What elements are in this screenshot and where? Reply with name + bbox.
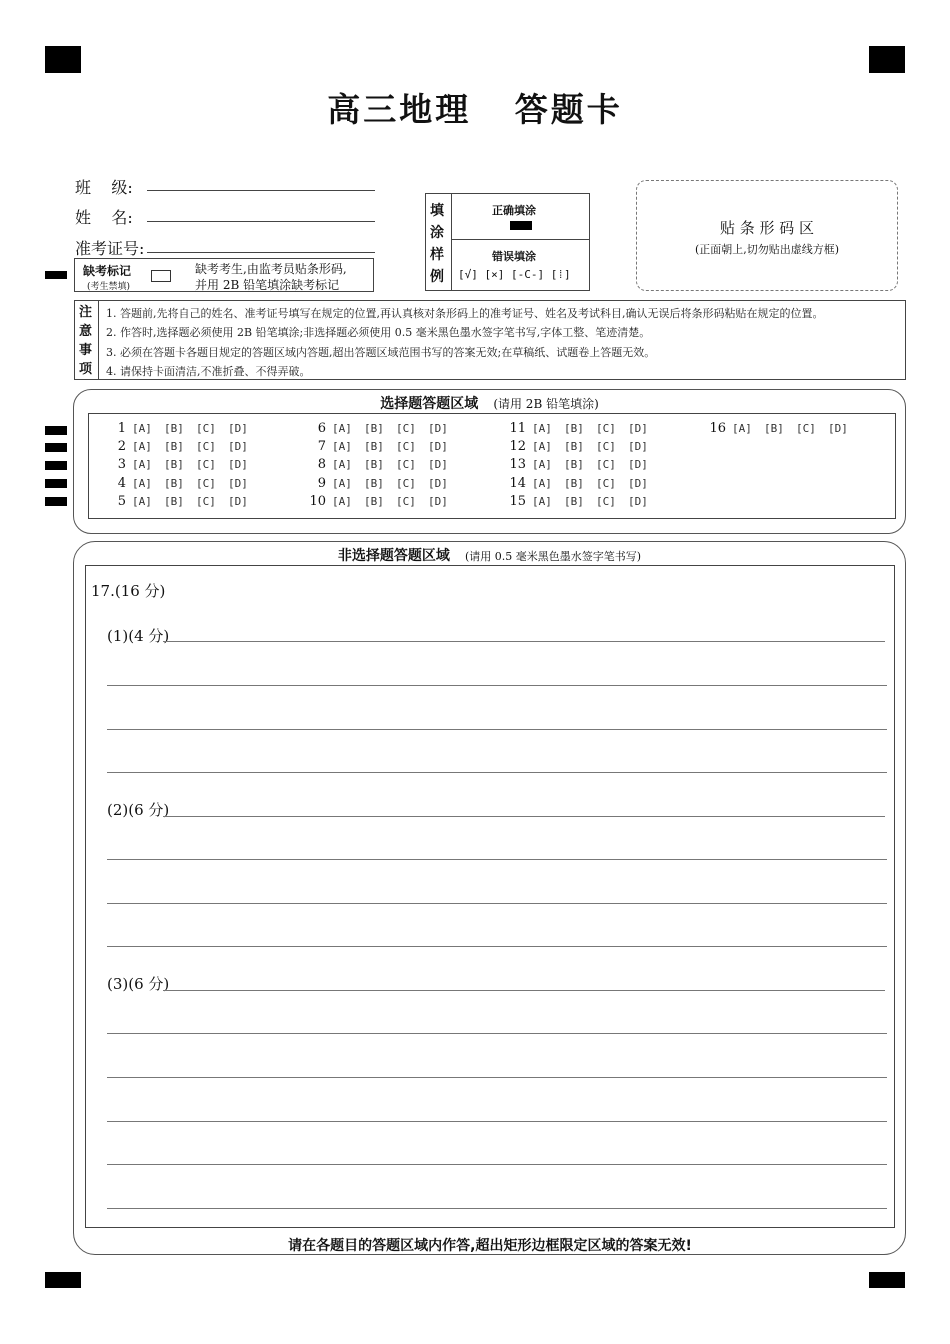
mcq-option-b[interactable]: [B] [364,440,384,454]
mcq-question-number: 6 [317,421,326,436]
mcq-option-c[interactable]: [C] [196,422,216,435]
notice-item-1: 1. 答题前,先将自己的姓名、准考证号填写在规定的位置,再认真核对条形码上的准考证号、姓名及考试科目,确认无误后将条形码粘贴在规定的位置。 [106,307,824,320]
mcq-option-a[interactable]: [A] [332,440,352,454]
mcq-option-c[interactable]: [C] [396,494,416,508]
mcq-question-11 [504,421,660,436]
mcq-option-d[interactable]: [D] [628,440,648,454]
answer-line[interactable] [107,685,887,686]
mcq-option-a[interactable]: [A] [132,422,152,435]
mcq-option-c[interactable]: [C] [596,458,616,472]
mcq-question-9 [304,476,460,491]
answer-line[interactable] [107,772,887,773]
part-3-label: (3)(6 分) [107,975,170,993]
mcq-question-number: 8 [317,457,326,473]
mcq-question-number: 13 [509,457,526,473]
mcq-option-c[interactable]: [C] [196,458,216,472]
correct-fill-sample [510,221,532,230]
mcq-option-b[interactable]: [B] [164,458,184,472]
notice-item-3: 3. 必须在答题卡各题目规定的答题区域内答题,超出答题区域范围书写的答案无效;在草稿纸、试题卷上答题无效。 [106,346,656,359]
notice-side-label: 注 意 事 项 [79,305,93,377]
mcq-option-a[interactable]: [A] [132,440,152,454]
name-field[interactable] [147,221,375,222]
corner-mark-top-left [45,46,81,73]
mcq-question-10 [304,494,460,509]
mcq-option-d[interactable]: [D] [228,440,248,454]
mcq-option-b[interactable]: [B] [564,422,584,435]
mcq-option-d[interactable]: [D] [428,440,448,454]
mcq-option-a[interactable]: [A] [332,494,352,508]
absent-desc-2: 并用 2B 铅笔填涂缺考标记 [195,278,340,292]
fill-example-divider-v [451,194,452,290]
mcq-option-d[interactable]: [D] [228,494,248,508]
class-field[interactable] [147,190,375,191]
mcq-question-number: 12 [509,439,526,455]
mcq-option-b[interactable]: [B] [364,458,384,472]
corner-mark-bottom-left [45,1272,81,1288]
mcq-option-c[interactable]: [C] [596,422,616,435]
mcq-option-b[interactable]: [B] [164,440,184,454]
mcq-option-b[interactable]: [B] [164,422,184,435]
class-label: 班 级: [75,178,133,197]
exam-id-label: 准考证号: [75,239,145,258]
mcq-question-number: 9 [317,475,326,491]
mcq-option-d[interactable]: [D] [428,422,448,435]
mcq-question-number: 5 [117,493,126,509]
side-mark-mcq-2 [45,443,67,452]
mcq-question-number: 1 [117,421,126,436]
answer-line[interactable] [107,903,887,904]
mcq-question-number: 14 [509,475,526,491]
absent-checkbox[interactable] [151,270,171,282]
part-1-label: (1)(4 分) [107,627,170,645]
mcq-question-4 [104,476,260,491]
answer-line[interactable] [107,729,887,730]
mcq-option-d[interactable]: [D] [628,422,648,435]
mcq-option-c[interactable]: [C] [396,476,416,490]
wrong-fill-label: 错误填涂 [492,250,536,263]
answer-line[interactable] [107,859,887,860]
mcq-question-number: 11 [509,421,526,436]
answer-line[interactable] [107,1033,887,1034]
mcq-option-a[interactable]: [A] [532,440,552,454]
wrong-fill-samples [458,268,571,282]
answer-line[interactable] [107,1121,887,1122]
mcq-option-c[interactable]: [C] [596,494,616,508]
nonmcq-answer-box [85,565,895,1228]
wrong-sample-dots: [⁞] [550,268,571,281]
mcq-question-1 [104,421,260,436]
corner-mark-bottom-right [869,1272,905,1288]
exam-id-field[interactable] [147,252,375,253]
answer-line[interactable] [107,1208,887,1209]
mcq-option-b[interactable]: [B] [764,422,784,435]
mcq-option-a[interactable]: [A] [332,422,352,435]
mcq-option-a[interactable]: [A] [332,458,352,472]
mcq-option-c[interactable]: [C] [396,458,416,472]
wrong-sample-strike: [-C-] [511,268,545,281]
absent-mark-box [74,258,374,292]
mcq-option-b[interactable]: [B] [164,476,184,490]
mcq-option-a[interactable]: [A] [132,476,152,490]
side-mark-absent [45,271,67,279]
side-mark-mcq-3 [45,461,67,470]
mcq-question-number: 10 [309,493,326,509]
mcq-question-15 [504,494,660,509]
fill-example-side-label: 填 涂 样 例 [430,203,444,285]
mcq-question-5 [104,494,260,509]
answer-line[interactable] [107,1164,887,1165]
mcq-question-number: 3 [117,457,126,473]
mcq-option-a[interactable]: [A] [532,494,552,508]
mcq-option-a[interactable]: [A] [532,476,552,490]
mcq-option-d[interactable]: [D] [228,476,248,490]
mcq-option-d[interactable]: [D] [628,458,648,472]
answer-line[interactable] [107,1077,887,1078]
mcq-option-d[interactable]: [D] [628,476,648,490]
mcq-option-c[interactable]: [C] [196,476,216,490]
wrong-sample-check: [√] [458,268,478,281]
absent-label: 缺考标记 [83,264,132,278]
mcq-option-b[interactable]: [B] [564,476,584,490]
mcq-question-number: 4 [117,475,126,491]
absent-desc-1: 缺考考生,由监考员贴条形码, [195,262,347,276]
mcq-question-number: 16 [709,421,726,436]
mcq-option-d[interactable]: [D] [228,458,248,472]
mcq-option-c[interactable]: [C] [596,440,616,454]
mcq-option-b[interactable]: [B] [364,476,384,490]
fill-example-box [425,193,590,291]
mcq-option-a[interactable]: [A] [332,476,352,490]
corner-mark-top-right [869,46,905,73]
mcq-option-c[interactable]: [C] [196,494,216,508]
barcode-area [636,180,898,291]
mcq-option-a[interactable]: [A] [532,458,552,472]
nonmcq-header [73,545,906,565]
mcq-option-d[interactable]: [D] [628,494,648,508]
mcq-question-2 [104,439,260,454]
fill-example-divider-h [451,239,589,240]
side-mark-mcq-4 [45,479,67,488]
footer-warning: 请在各题目的答题区域内作答,超出矩形边框限定区域的答案无效! [288,1238,692,1254]
mcq-option-b[interactable]: [B] [564,440,584,454]
part-2-label: (2)(6 分) [107,801,170,819]
mcq-option-b[interactable]: [B] [164,494,184,508]
side-mark-mcq-1 [45,426,67,435]
nonmcq-header-note: (请用 0.5 毫米黑色墨水签字笔书写) [465,550,642,563]
mcq-option-b[interactable]: [B] [364,494,384,508]
mcq-question-3 [104,457,260,472]
barcode-note: (正面朝上,切勿贴出虚线方框) [694,243,840,256]
mcq-option-c[interactable]: [C] [396,422,416,435]
mcq-header [73,393,906,413]
mcq-option-c[interactable]: [C] [396,440,416,454]
mcq-option-d[interactable]: [D] [828,422,848,435]
mcq-question-6 [304,421,460,436]
part-3-first-line[interactable] [163,990,885,991]
question-17-label: 17.(16 分) [91,582,166,600]
page-title: 高三地理 答题卡 [327,90,623,129]
notice-item-2: 2. 作答时,选择题必须使用 2B 铅笔填涂;非选择题必须使用 0.5 毫米黑色墨水签字笔书写,字体工整、笔迹清楚。 [106,326,651,339]
answer-line[interactable] [107,946,887,947]
mcq-option-d[interactable]: [D] [428,476,448,490]
nonmcq-header-title: 非选择题答题区域 [337,548,450,564]
barcode-title: 贴 条 形 码 区 [719,219,815,237]
mcq-option-b[interactable]: [B] [564,458,584,472]
mcq-question-7 [304,439,460,454]
side-mark-mcq-5 [45,497,67,506]
mcq-option-d[interactable]: [D] [428,458,448,472]
notice-divider [98,301,99,379]
mcq-question-16 [704,421,860,436]
mcq-question-8 [304,457,460,472]
correct-fill-label: 正确填涂 [492,204,536,217]
part-2-first-line[interactable] [163,816,885,817]
notice-item-4: 4. 请保持卡面清洁,不准折叠、不得弄破。 [106,365,311,378]
mcq-option-d[interactable]: [D] [428,494,448,508]
mcq-question-12 [504,439,660,454]
mcq-option-c[interactable]: [C] [596,476,616,490]
mcq-question-number: 7 [317,439,326,455]
absent-note: (考生禁填) [87,282,131,292]
mcq-option-a[interactable]: [A] [132,458,152,472]
mcq-option-b[interactable]: [B] [564,494,584,508]
mcq-question-number: 2 [117,439,126,455]
mcq-option-a[interactable]: [A] [532,422,552,435]
mcq-header-title: 选择题答题区域 [380,396,479,412]
mcq-question-13 [504,457,660,472]
name-label: 姓 名: [75,208,133,227]
mcq-question-14 [504,476,660,491]
mcq-option-d[interactable]: [D] [228,422,248,435]
mcq-option-a[interactable]: [A] [732,422,752,435]
mcq-header-note: (请用 2B 铅笔填涂) [493,397,599,411]
mcq-option-c[interactable]: [C] [196,440,216,454]
mcq-option-a[interactable]: [A] [132,494,152,508]
mcq-question-number: 15 [509,493,526,509]
wrong-sample-cross: [×] [484,268,505,281]
part-1-first-line[interactable] [163,641,885,642]
mcq-option-c[interactable]: [C] [796,422,816,435]
mcq-option-b[interactable]: [B] [364,422,384,435]
